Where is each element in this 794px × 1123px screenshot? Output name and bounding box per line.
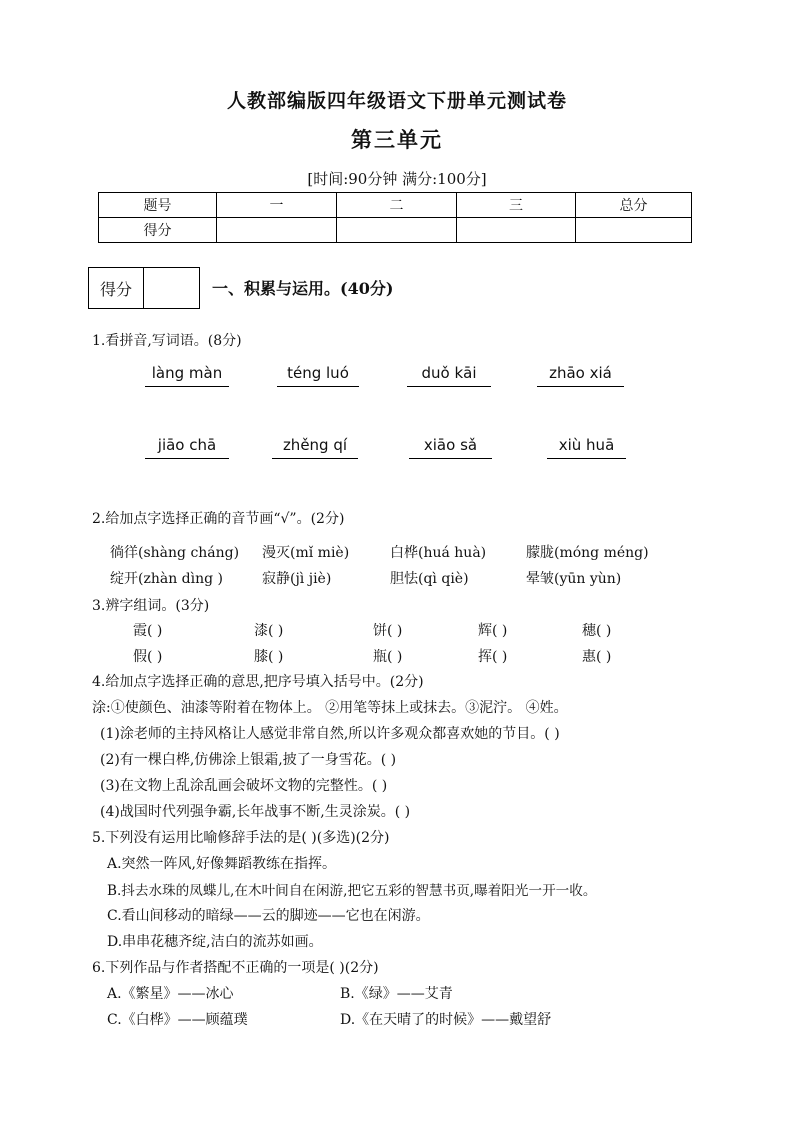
option-d: D.《在天晴了的时候》——戴望舒 <box>340 1012 552 1028</box>
pinyin-item: duǒ kāi <box>407 362 491 387</box>
table-cell: 二 <box>337 193 457 218</box>
question-4-item: (2)有一棵白桦,仿佛涂上银霜,披了一身雪花。( ) <box>100 752 397 768</box>
table-cell: 一 <box>217 193 337 218</box>
table-cell: 题号 <box>99 193 217 218</box>
score-input-cell[interactable] <box>337 218 457 243</box>
word-group-item: 膝( ) <box>254 649 284 665</box>
word-group-item: 挥( ) <box>478 649 508 665</box>
score-input-cell[interactable] <box>576 218 692 243</box>
section-title: 一、积累与运用。(40分) <box>212 279 394 298</box>
pinyin-choice: 晕皱(yūn yùn) <box>526 571 622 587</box>
score-table <box>98 192 692 243</box>
unit-title: 第三单元 <box>351 127 443 152</box>
pinyin-choice: 白桦(huá huà) <box>390 545 487 561</box>
question-4-item: (3)在文物上乱涂乱画会破坏文物的完整性。( ) <box>100 778 388 794</box>
pinyin-item: jiāo chā <box>145 434 229 459</box>
option-d: D.串串花穗齐绽,洁白的流苏如画。 <box>107 934 323 950</box>
word-group-item: 穗( ) <box>582 623 612 639</box>
pinyin-item: xiù huā <box>547 434 626 459</box>
question-4-item: (1)涂老师的主持风格让人感觉非常自然,所以许多观众都喜欢她的节目。( ) <box>100 726 560 742</box>
table-row <box>99 193 692 218</box>
option-c: C.看山间移动的暗绿——云的脚迹——它也在闲游。 <box>107 908 430 924</box>
pinyin-item: zhāo xiá <box>537 362 624 387</box>
option-c: C.《白桦》——顾蕴璞 <box>107 1012 248 1028</box>
score-box-label: 得分 <box>89 268 144 308</box>
pinyin-item: xiāo sǎ <box>409 434 492 459</box>
page-title: 人教部编版四年级语文下册单元测试卷 <box>226 90 567 112</box>
score-input-cell[interactable] <box>457 218 576 243</box>
word-group-item: 饼( ) <box>373 623 403 639</box>
score-input-cell[interactable] <box>217 218 337 243</box>
option-b: B.抖去水珠的凤蝶儿,在木叶间自在闲游,把它五彩的智慧书页,曝着阳光一开一收。 <box>107 883 597 899</box>
question-4-item: (4)战国时代列强争霸,长年战事不断,生灵涂炭。( ) <box>100 804 411 820</box>
time-score-info: [时间:90分钟 满分:100分] <box>307 170 487 188</box>
pinyin-choice: 寂静(jì jiè) <box>262 571 332 587</box>
pinyin-choice: 徜徉(shàng cháng) <box>110 545 240 561</box>
question-3-prompt: 3.辨字组词。(3分) <box>92 598 210 614</box>
pinyin-choice: 漫灭(mǐ miè) <box>262 545 350 561</box>
pinyin-item: làng màn <box>145 362 229 387</box>
word-group-item: 惠( ) <box>582 649 612 665</box>
table-row <box>99 218 692 243</box>
word-group-item: 假( ) <box>133 649 163 665</box>
question-4-prompt: 4.给加点字选择正确的意思,把序号填入括号中。(2分) <box>92 674 424 690</box>
word-group-item: 辉( ) <box>478 623 508 639</box>
word-group-item: 瓶( ) <box>373 649 403 665</box>
question-5-prompt: 5.下列没有运用比喻修辞手法的是( )(多选)(2分) <box>92 830 390 846</box>
definition-options: 涂:①使颜色、油漆等附着在物体上。 ②用笔等抹上或抹去。③泥泞。 ④姓。 <box>92 700 568 716</box>
pinyin-item: zhěng qí <box>272 434 358 459</box>
question-1-prompt: 1.看拼音,写词语。(8分) <box>92 333 242 349</box>
pinyin-choice: 绽开(zhàn dìng ) <box>110 571 223 587</box>
pinyin-choice: 胆怯(qì qiè) <box>390 571 469 587</box>
question-6-prompt: 6.下列作品与作者搭配不正确的一项是( )(2分) <box>92 960 379 976</box>
pinyin-item: téng luó <box>277 362 359 387</box>
word-group-item: 霞( ) <box>133 623 163 639</box>
option-a: A.突然一阵风,好像舞蹈教练在指挥。 <box>107 856 337 872</box>
score-box-blank[interactable] <box>144 268 199 308</box>
question-2-prompt: 2.给加点字选择正确的音节画“√”。(2分) <box>92 511 345 527</box>
section-score-box <box>88 267 200 309</box>
pinyin-choice: 朦胧(móng méng) <box>526 545 649 561</box>
table-cell: 三 <box>457 193 576 218</box>
table-cell: 得分 <box>99 218 217 243</box>
option-a: A.《繁星》——冰心 <box>107 986 234 1002</box>
option-b: B.《绿》——艾青 <box>340 986 453 1002</box>
word-group-item: 漆( ) <box>254 623 284 639</box>
table-cell: 总分 <box>576 193 692 218</box>
